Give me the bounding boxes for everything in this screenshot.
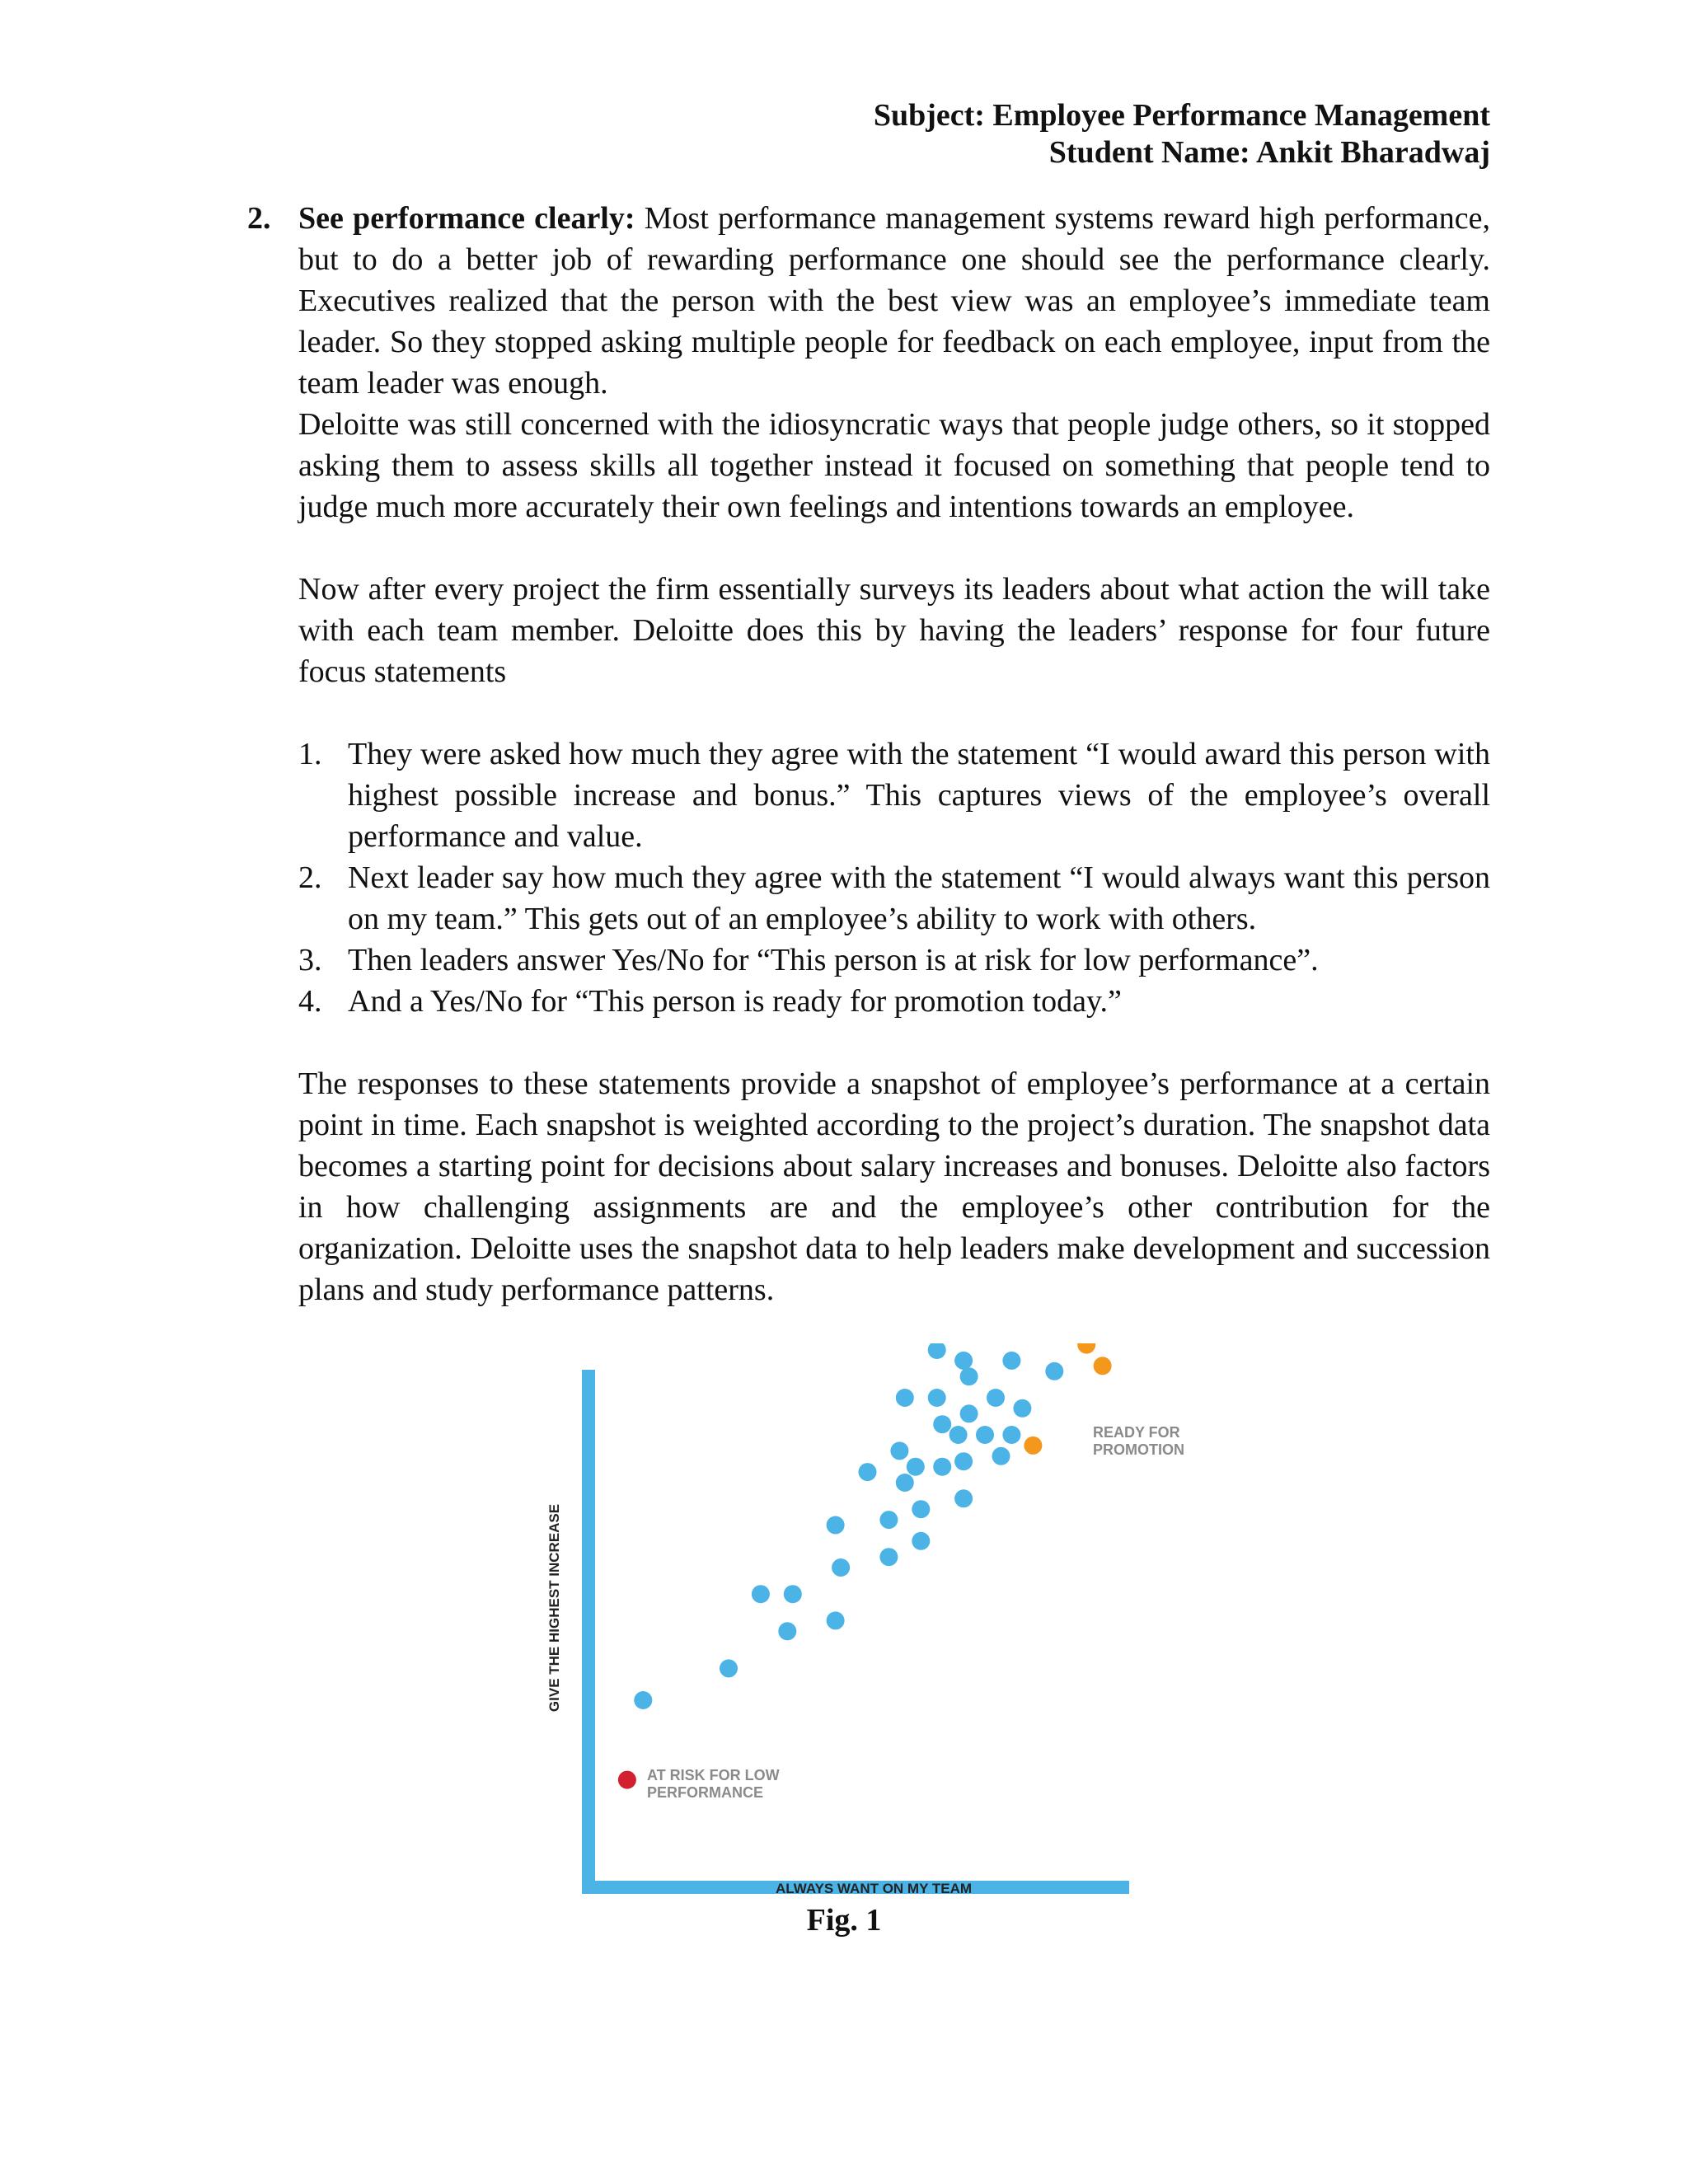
spacer [298, 692, 1490, 733]
data-point-ready-for-promotion-1 [1024, 1436, 1042, 1455]
list-item-number: 4. [298, 984, 322, 1019]
paragraph-idiosyncratic: Deloitte was still concerned with the idiosyncratic ways that people judge others, so it stopped asking them to assess skills all together instead it focused on something that people tend to judge much more accurately their own feelings and intentions towards an employee. [298, 407, 1490, 524]
ready-for-promotion-annotation-line1: READY FOR [1093, 1424, 1180, 1441]
data-point-employees-4 [778, 1622, 796, 1640]
paragraph-surveys: Now after every project the firm essentially surveys its leaders about what action the will take with each team member. Deloitte does this by having the leaders’ response for four future focus statements [298, 572, 1490, 689]
x-axis-label: ALWAYS WANT ON MY TEAM [775, 1881, 973, 1896]
data-point-employees-14 [896, 1389, 914, 1407]
data-point-employees-7 [827, 1516, 845, 1535]
data-point-employees-22 [950, 1426, 968, 1444]
data-point-employees-27 [960, 1367, 978, 1385]
data-point-employees-6 [827, 1611, 845, 1629]
data-point-employees-21 [933, 1415, 951, 1433]
data-point-employees-5 [784, 1585, 802, 1603]
list-item-text: Next leader say how much they agree with the statement “I would always want this person on my team.” This gets out of an employee’s ability to work with others. [348, 860, 1490, 936]
list-item-number: 1. [298, 737, 322, 771]
data-point-employees-20 [933, 1458, 951, 1476]
list-item-text: They were asked how much they agree with the statement “I would award this person with highest possible increase and bonus.” This captures views of the employee’s overall performance and value. [348, 737, 1490, 854]
section-performance [247, 198, 1490, 1310]
list-item [298, 940, 1490, 981]
figure-caption: Fig. 1 [806, 1903, 882, 1938]
scatter-chart [519, 1343, 1212, 1920]
data-point-employees-10 [879, 1511, 898, 1529]
data-point-employees-1 [634, 1691, 652, 1709]
list-item-number: 2. [298, 860, 322, 895]
data-point-at-risk-for-low-performance-1 [618, 1771, 636, 1789]
focus-statements-list [298, 733, 1490, 1022]
data-point-employees-31 [1002, 1426, 1020, 1444]
data-point-employees-3 [752, 1585, 770, 1603]
data-points [618, 1343, 1112, 1789]
section-intro-text: Most performance management systems reward high performance, but to do a better job of rewarding performance one should see the performance clearly. Executives realized that the person with the best view was an employee’s immediate team leader. So they stopped asking multiple people for feedback on each employee, input from the team leader was enough. [298, 201, 1490, 401]
section-title: See performance clearly: [298, 201, 635, 236]
ready-for-promotion-annotation-line2: PROMOTION [1093, 1441, 1184, 1458]
data-point-employees-26 [960, 1404, 978, 1422]
data-point-employees-32 [1002, 1352, 1020, 1370]
list-item [298, 981, 1490, 1022]
student-name-line: Student Name: Ankit Bharadwaj [1048, 135, 1490, 170]
spacer [298, 527, 1490, 569]
data-point-employees-18 [928, 1343, 946, 1359]
data-point-employees-25 [954, 1352, 973, 1370]
data-point-employees-15 [907, 1458, 925, 1476]
data-point-employees-17 [912, 1500, 930, 1518]
paragraph-snapshot: The responses to these statements provide a snapshot of employee’s performance at a certain point in time. Each snapshot is weighted according to the project’s duration. The snapshot data becomes a starting point for decisions about salary increases and bonuses. Deloitte also factors in how challenging assignments are and the employee’s other contribution for the organization. Deloitte uses the snapshot data to help leaders make development and succession plans and study performance patterns. [298, 1066, 1490, 1307]
list-item-text: And a Yes/No for “This person is ready for promotion today.” [348, 984, 1122, 1019]
data-point-employees-16 [912, 1532, 930, 1550]
document-header [874, 97, 1490, 171]
data-point-employees-33 [1013, 1399, 1031, 1418]
data-point-employees-28 [976, 1426, 994, 1444]
list-item-text: Then leaders answer Yes/No for “This person is at risk for low performance”. [348, 943, 1319, 977]
data-point-employees-9 [859, 1463, 877, 1481]
section-number: 2. [247, 201, 271, 236]
figure-scatter-chart [519, 1343, 1212, 1920]
data-point-employees-13 [896, 1474, 914, 1492]
subject-line: Subject: Employee Performance Management [873, 98, 1490, 133]
data-point-ready-for-promotion-3 [1094, 1357, 1112, 1375]
at-risk-annotation-line1: AT RISK FOR LOW [647, 1767, 780, 1783]
data-point-ready-for-promotion-2 [1077, 1343, 1095, 1354]
data-point-employees-29 [987, 1389, 1005, 1407]
data-point-employees-30 [992, 1447, 1010, 1465]
data-point-employees-34 [1045, 1362, 1063, 1380]
data-point-employees-19 [928, 1389, 946, 1407]
data-point-employees-24 [954, 1452, 973, 1470]
data-point-employees-2 [720, 1659, 738, 1677]
y-axis-label: GIVE THE HIGHEST INCREASE [546, 1503, 562, 1713]
section-intro-paragraph [298, 198, 1490, 404]
spacer [298, 1022, 1490, 1063]
data-point-employees-12 [890, 1441, 908, 1460]
data-point-employees-8 [832, 1558, 850, 1577]
list-item [298, 857, 1490, 940]
data-point-employees-23 [954, 1489, 973, 1507]
list-item [298, 733, 1490, 857]
list-item-number: 3. [298, 943, 322, 977]
at-risk-annotation-line2: PERFORMANCE [647, 1784, 764, 1801]
data-point-employees-11 [879, 1548, 898, 1566]
y-axis-line [582, 1370, 595, 1894]
